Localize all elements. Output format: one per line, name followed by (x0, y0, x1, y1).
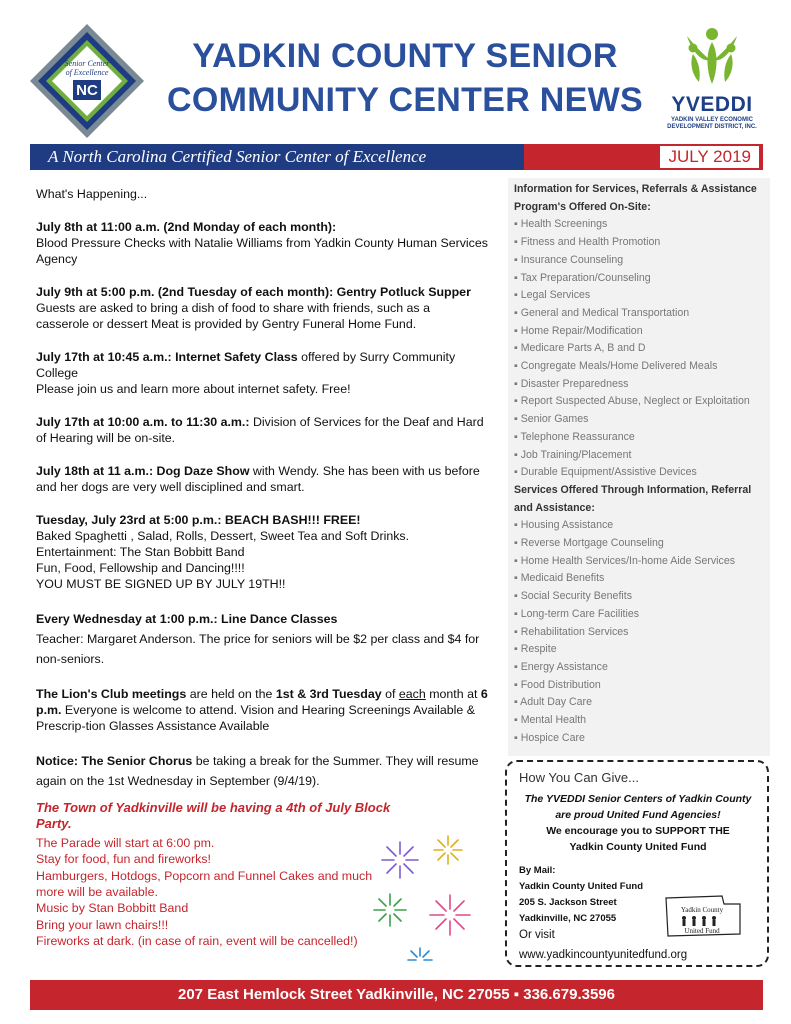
service-label: Social Security Benefits (520, 590, 632, 603)
bullet-icon: ▪ (514, 625, 521, 638)
bullet-icon: ▪ (514, 643, 521, 656)
block-party-line: Fireworks at dark. (in case of rain, event will be cancelled!) (36, 934, 358, 949)
service-item (514, 340, 764, 358)
service-label: Medicare Parts A, B and D (520, 342, 646, 355)
service-item (514, 606, 764, 624)
service-item (514, 393, 764, 411)
event-body: Teacher: Margaret Anderson. The price for seniors will be $2 per class and $4 for non-seniors. (36, 632, 480, 666)
block-party-section (36, 800, 396, 950)
senior-center-excellence-seal (28, 22, 146, 140)
service-label: Legal Services (520, 289, 591, 302)
services-panel (508, 178, 770, 756)
service-item (514, 517, 764, 535)
event-body: offered by Surry Community College (36, 350, 456, 380)
service-item (514, 376, 764, 394)
bullet-icon: ▪ (514, 537, 521, 550)
service-label: Reverse Mortgage Counseling (520, 537, 664, 550)
service-label: Housing Assistance (520, 519, 614, 532)
event-body: Guests are asked to bring a dish of food to share with friends, such as a (36, 301, 430, 315)
service-item (514, 641, 764, 659)
service-label: Disaster Preparedness (520, 377, 629, 390)
event-body: of (381, 687, 399, 701)
bullet-icon: ▪ (514, 660, 521, 673)
bullet-icon: ▪ (514, 236, 521, 249)
service-item (514, 464, 764, 482)
service-label: Tax Preparation/Counseling (520, 271, 651, 284)
svg-text:of Excellence: of Excellence (65, 68, 109, 77)
address-line: 205 S. Jackson Street (519, 897, 617, 908)
service-label: Health Screenings (520, 218, 608, 231)
service-item (514, 323, 764, 341)
bullet-icon: ▪ (514, 324, 521, 337)
service-label: Insurance Counseling (520, 253, 624, 266)
service-item (514, 624, 764, 642)
events-column (36, 186, 492, 808)
service-label: Hospice Care (520, 731, 585, 744)
events-intro: What's Happening... (36, 187, 148, 201)
bullet-icon: ▪ (514, 572, 521, 585)
event-beach-bash (36, 512, 492, 592)
service-label: Congregate Meals/Home Delivered Meals (520, 360, 718, 373)
bullet-icon: ▪ (514, 306, 521, 319)
event-internet-safety (36, 349, 492, 397)
event-potluck (36, 284, 492, 332)
event-heading: Tuesday, July 23rd at 5:00 p.m.: BEACH BASH!!! FREE! (36, 513, 361, 527)
bullet-icon: ▪ (514, 696, 521, 709)
bullet-icon: ▪ (514, 253, 521, 266)
bullet-icon: ▪ (514, 466, 521, 479)
service-item (514, 358, 764, 376)
bullet-icon: ▪ (514, 342, 521, 355)
block-party-line: Music by Stan Bobbitt Band (36, 901, 189, 916)
block-party-line: Bring your lawn chairs!!! (36, 917, 169, 932)
bullet-icon: ▪ (514, 607, 521, 620)
service-label: Telephone Reassurance (520, 430, 635, 443)
banner-tagline: A North Carolina Certified Senior Center of Excellence (30, 144, 524, 170)
onsite-services-list (514, 216, 764, 482)
bullet-icon: ▪ (514, 413, 521, 426)
referral-services-list (514, 517, 764, 747)
event-emphasis: each (398, 687, 426, 701)
bullet-icon: ▪ (514, 554, 521, 567)
footer-phone: 336.679.3596 (523, 986, 615, 1003)
give-statement (519, 791, 757, 855)
svg-text:Yadkin County: Yadkin County (680, 906, 724, 914)
service-label: Adult Day Care (520, 696, 592, 709)
event-body: with Wendy. She has been with us before and her dogs are very well disciplined and smart. (36, 464, 480, 494)
service-item (514, 411, 764, 429)
event-heading: July 17th at 10:00 a.m. to 11:30 a.m.: (36, 415, 250, 429)
how-you-can-give-box (505, 760, 769, 967)
service-item (514, 730, 764, 748)
or-visit-label: Or visit (519, 929, 555, 941)
event-body: casserole or dessert Meat is provided by Gentry Funeral Home Fund. (36, 317, 417, 331)
block-party-line: Stay for food, fun and fireworks! (36, 852, 211, 867)
event-bp-checks (36, 219, 492, 267)
services-heading: Information for Services, Referrals & Assistance (514, 183, 757, 195)
event-body: Baked Spaghetti , Salad, Rolls, Dessert, Sweet Tea and Soft Drinks. (36, 529, 410, 543)
give-heading: How You Can Give... (519, 770, 639, 785)
service-label: General and Medical Transportation (520, 306, 690, 319)
event-body: Blood Pressure Checks with Natalie Williams from Yadkin County Human Services Agency (36, 236, 488, 266)
service-label: Medicaid Benefits (520, 572, 605, 585)
service-label: Rehabilitation Services (520, 625, 629, 638)
service-item (514, 447, 764, 465)
address-line: Yadkin County United Fund (519, 881, 644, 892)
services-heading: Services Offered Through Information, Referral (514, 483, 752, 496)
people-icon (677, 24, 747, 86)
bullet-icon: ▪ (514, 678, 521, 691)
service-item (514, 588, 764, 606)
mail-label: By Mail: (519, 865, 556, 876)
service-item (514, 712, 764, 730)
svg-text:Senior Center: Senior Center (64, 59, 110, 68)
bullet-icon: ▪ (514, 590, 521, 603)
bullet-icon: ▪ (514, 519, 521, 532)
service-item (514, 535, 764, 553)
give-line: We encourage you to SUPPORT THE (546, 825, 730, 837)
event-heading: Notice: The Senior Chorus (36, 754, 193, 768)
service-item (514, 270, 764, 288)
service-item (514, 659, 764, 677)
bullet-icon: ▪ (514, 395, 521, 408)
banner (30, 144, 763, 170)
service-label: Long-term Care Facilities (520, 607, 640, 620)
event-emphasis: 1st & 3rd Tuesday (275, 687, 382, 701)
event-heading: July 9th at 5:00 p.m. (2nd Tuesday of each month): Gentry Potluck Supper (36, 285, 471, 299)
give-line: The YVEDDI Senior Centers of Yadkin County (524, 793, 752, 805)
banner-month-bar (524, 144, 763, 170)
give-line: are proud United Fund Agencies! (555, 809, 721, 821)
fireworks-icon (360, 820, 490, 980)
service-label: Energy Assistance (520, 660, 608, 673)
event-senior-chorus (36, 751, 492, 791)
bullet-icon: ▪ (514, 360, 521, 373)
service-label: Durable Equipment/Assistive Devices (520, 466, 697, 479)
bullet-icon: ▪ (514, 218, 521, 231)
bullet-icon: ▪ (514, 714, 521, 727)
block-party-line: more will be available. (36, 885, 158, 900)
service-item (514, 216, 764, 234)
services-subheading: Program's Offered On-Site: (514, 200, 651, 213)
service-label: Senior Games (520, 413, 589, 426)
event-body: are held on the (186, 687, 276, 701)
title-line-2: COMMUNITY CENTER NEWS (166, 81, 643, 119)
service-item (514, 694, 764, 712)
block-party-heading: The Town of Yadkinville will be having a 4th of July Block Party. (36, 800, 391, 832)
event-dog-daze (36, 463, 492, 495)
bullet-icon: ▪ (514, 289, 521, 302)
bullet-icon: ▪ (514, 377, 521, 390)
event-lions-club (36, 686, 492, 734)
bullet-icon: ▪ (514, 430, 521, 443)
bullet-icon: ▪ (514, 731, 521, 744)
service-item (514, 677, 764, 695)
event-heading: The Lion's Club meetings (36, 687, 187, 701)
event-emphasis: 6 p.m. (36, 687, 488, 717)
event-heading: Every Wednesday at 1:00 p.m.: Line Dance Classes (36, 612, 338, 626)
svg-text:NC: NC (76, 82, 98, 99)
service-label: Mental Health (520, 714, 587, 727)
give-line: Yadkin County United Fund (569, 841, 707, 853)
service-label: Home Repair/Modification (520, 324, 643, 337)
event-heading: July 17th at 10:45 a.m.: Internet Safety Class (36, 350, 298, 364)
svg-text:United Fund: United Fund (684, 927, 720, 935)
title-line-1: YADKIN COUNTY SENIOR (192, 37, 618, 75)
event-body: Fun, Food, Fellowship and Dancing!!!! (36, 561, 245, 575)
newsletter-title (150, 34, 660, 122)
service-item (514, 570, 764, 588)
event-body: Please join us and learn more about internet safety. Free! (36, 382, 351, 396)
service-item (514, 305, 764, 323)
service-label: Fitness and Health Promotion (520, 236, 661, 249)
event-line-dance (36, 609, 492, 669)
event-heading: July 18th at 11 a.m.: Dog Daze Show (36, 464, 250, 478)
yveddi-logo (656, 24, 768, 134)
banner-month: JULY 2019 (660, 146, 759, 168)
service-item (514, 553, 764, 571)
footer-separator: ▪ (509, 986, 524, 1003)
event-body: be taking a break for the Summer. They will resume again on the 1st Wednesday in September (9/4/19). (36, 754, 479, 788)
service-item (514, 429, 764, 447)
service-label: Home Health Services/In-home Aide Services (520, 554, 736, 567)
logo-brand: YVEDDI (671, 93, 753, 116)
block-party-line: Hamburgers, Hotdogs, Popcorn and Funnel Cakes and much (36, 868, 373, 883)
block-party-line: The Parade will start at 6:00 pm. (36, 835, 215, 850)
bullet-icon: ▪ (514, 448, 521, 461)
event-heading: July 8th at 11:00 a.m. (2nd Monday of each month): (36, 220, 337, 234)
united-fund-link[interactable]: www.yadkincountyunitedfund.org (519, 949, 688, 961)
event-body: month at (425, 687, 481, 701)
bullet-icon: ▪ (514, 271, 521, 284)
services-subheading: and Assistance: (514, 501, 595, 514)
event-deaf-services (36, 414, 492, 446)
footer-address: 207 East Hemlock Street Yadkinville, NC 27055 (178, 986, 510, 1003)
service-label: Job Training/Placement (520, 448, 632, 461)
logo-subtitle: YADKIN VALLEY ECONOMIC DEVELOPMENT DISTRICT, INC. (667, 117, 757, 130)
event-body: Everyone is welcome to attend. Vision and Hearing Screenings Available & Prescrip-tion Glasses Assistance Available (36, 703, 475, 733)
footer-contact (30, 980, 763, 1010)
event-body: Entertainment: The Stan Bobbitt Band (36, 545, 245, 559)
united-fund-logo (662, 890, 744, 940)
address-line: Yadkinville, NC 27055 (519, 913, 617, 924)
service-item (514, 252, 764, 270)
service-item (514, 287, 764, 305)
service-label: Food Distribution (520, 678, 601, 691)
service-label: Report Suspected Abuse, Neglect or Exploitation (520, 395, 750, 408)
service-item (514, 234, 764, 252)
service-label: Respite (520, 643, 557, 656)
event-body: Division of Services for the Deaf and Hard of Hearing will be on-site. (36, 415, 484, 445)
event-body: YOU MUST BE SIGNED UP BY JULY 19TH!! (36, 577, 286, 591)
